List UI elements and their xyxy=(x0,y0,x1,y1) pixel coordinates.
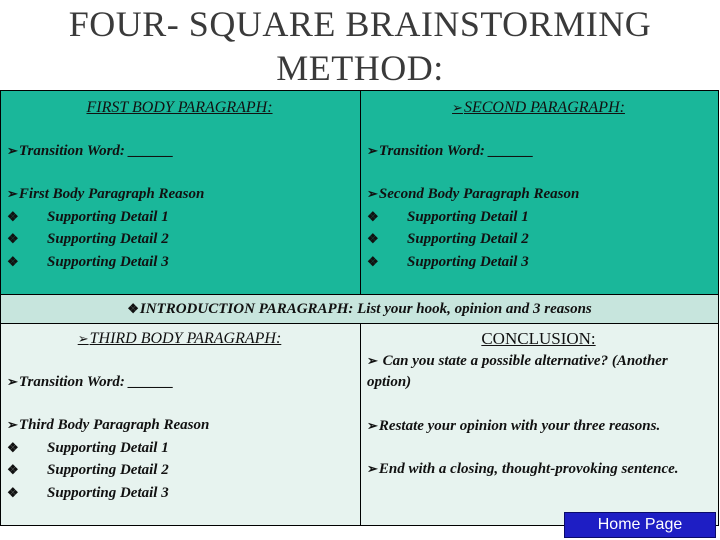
second-detail-1: ❖ Supporting Detail 1 xyxy=(367,206,710,229)
arrow-bullet-icon: ➢ xyxy=(367,352,378,368)
second-heading: ➢SECOND PARAGRAPH: xyxy=(452,99,625,116)
first-detail-2: ❖ Supporting Detail 2 xyxy=(7,228,352,251)
diamond-bullet-icon: ❖ xyxy=(7,439,19,455)
first-transition: ➢Transition Word: ______ xyxy=(7,142,174,159)
first-detail-3: ❖ Supporting Detail 3 xyxy=(7,251,352,274)
conclusion-point-1: ➢ Can you state a possible alternative? (Another option) xyxy=(367,352,668,390)
diamond-bullet-icon: ❖ xyxy=(367,253,379,269)
diamond-bullet-icon: ❖ xyxy=(367,231,379,246)
conclusion-cell xyxy=(361,324,718,525)
introduction-band xyxy=(1,295,718,324)
arrow-bullet-icon: ➢ xyxy=(7,186,18,201)
diamond-bullet-icon: ❖ xyxy=(7,208,19,224)
second-detail-2: ❖ Supporting Detail 2 xyxy=(367,228,710,251)
title-line-1: FOUR- SQUARE BRAINSTORMING xyxy=(68,4,652,44)
conclusion-heading: CONCLUSION: xyxy=(481,329,596,348)
second-reason: ➢Second Body Paragraph Reason xyxy=(367,186,580,202)
diamond-bullet-icon: ❖ xyxy=(7,231,19,246)
conclusion-point-3: ➢End with a closing, thought-provoking sentence. xyxy=(367,461,679,477)
conclusion-point-2: ➢Restate your opinion with your three reasons. xyxy=(367,417,661,434)
second-detail-3: ❖ Supporting Detail 3 xyxy=(367,251,710,274)
four-square-grid xyxy=(0,90,719,526)
first-body-paragraph-cell xyxy=(1,91,361,295)
third-heading: ➢THIRD BODY PARAGRAPH: xyxy=(77,330,282,347)
second-transition: ➢Transition Word: ______ xyxy=(367,142,534,159)
arrow-bullet-icon: ➢ xyxy=(452,100,463,115)
diamond-bullet-icon: ❖ xyxy=(7,253,19,269)
third-detail-3: ❖ Supporting Detail 3 xyxy=(7,482,352,505)
home-page-button[interactable]: Home Page xyxy=(564,512,716,538)
arrow-bullet-icon: ➢ xyxy=(77,331,89,346)
third-detail-2: ❖ Supporting Detail 2 xyxy=(7,459,352,482)
third-body-paragraph-cell xyxy=(1,324,361,525)
arrow-bullet-icon: ➢ xyxy=(367,461,378,476)
arrow-bullet-icon: ➢ xyxy=(367,186,378,201)
title-line-2: METHOD: xyxy=(276,48,444,88)
arrow-bullet-icon: ➢ xyxy=(367,417,378,433)
arrow-bullet-icon: ➢ xyxy=(7,142,18,158)
first-reason: ➢First Body Paragraph Reason xyxy=(7,186,205,202)
first-body-heading: FIRST BODY PARAGRAPH: xyxy=(86,99,273,116)
introduction-text: INTRODUCTION PARAGRAPH: List your hook, opinion and 3 reasons xyxy=(139,301,592,317)
page-title xyxy=(0,2,720,90)
arrow-bullet-icon: ➢ xyxy=(7,373,18,389)
third-transition: ➢Transition Word: ______ xyxy=(7,373,174,390)
arrow-bullet-icon: ➢ xyxy=(7,417,18,432)
third-detail-1: ❖ Supporting Detail 1 xyxy=(7,437,352,460)
first-detail-1: ❖ Supporting Detail 1 xyxy=(7,206,352,229)
diamond-bullet-icon: ❖ xyxy=(7,462,19,477)
diamond-bullet-icon: ❖ xyxy=(127,301,139,316)
third-reason: ➢Third Body Paragraph Reason xyxy=(7,417,210,433)
diamond-bullet-icon: ❖ xyxy=(367,208,379,224)
arrow-bullet-icon: ➢ xyxy=(367,142,378,158)
second-paragraph-cell xyxy=(361,91,718,295)
diamond-bullet-icon: ❖ xyxy=(7,484,19,500)
